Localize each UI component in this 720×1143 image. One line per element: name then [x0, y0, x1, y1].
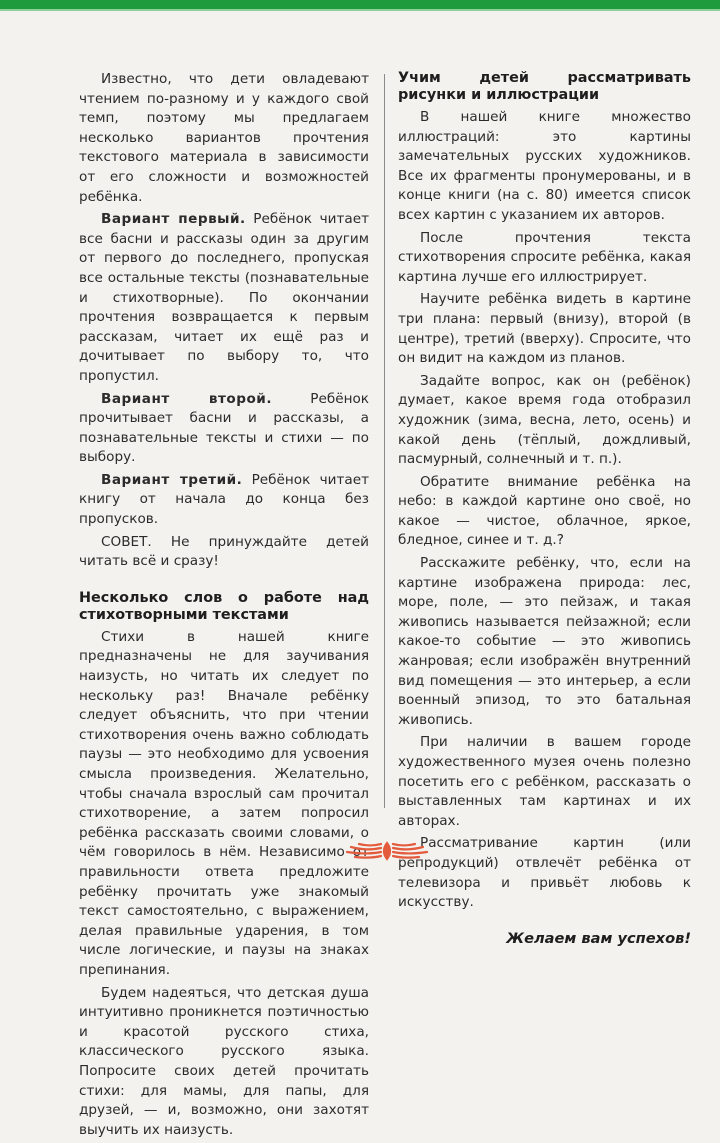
variant-three-label: Вариант третий.	[101, 471, 243, 488]
variant-one-text: Ребёнок читает все басни и рассказы один за другим от первого до последнего, пропуская все остальные тексты (познавательные и стихотворные). По окончании прочтения возвращается к первым рассказам, читает их ещё раз и дочитывает по выбору то, что пропустил.	[79, 211, 369, 384]
illustrations-section-title: Учим детей рассматривать рисунки и иллюстрации	[398, 70, 691, 103]
variant-one-label: Вариант первый.	[101, 211, 246, 228]
variant-three-text: Ребёнок читает книгу от начала до конца без пропусков.	[79, 471, 370, 528]
closing-wish: Желаем вам успехов!	[506, 929, 691, 947]
illustrations-paragraph-3: Научите ребёнка видеть в картине три плана: первый (внизу), второй (в центре), третий (вверху). Спросите, что он видит на каждом из планов.	[398, 291, 691, 367]
illustrations-paragraph-6: Расскажите ребёнку, что, если на картине изображена природа: лес, море, поле, — это пейзаж, и такая живопись называется пейзажной; если какое-то событие — это живопись жанровая; если изображён внутренний вид помещения — это интерьер, а если военный эпизод, то это батальная живопись.	[398, 555, 691, 728]
variant-two-text: Ребёнок прочитывает басни и рассказы, а познавательные тексты и стихи — по выбору.	[79, 390, 369, 466]
left-column	[79, 70, 369, 1143]
advice-paragraph: СОВЕТ. Не принуждайте детей читать всё и сразу!	[79, 533, 369, 570]
illustrations-paragraph-5: Обратите внимание ребёнка на небо: в каждой картине оно своё, но какое — чистое, облачное, яркое, бледное, синее и т. д.?	[398, 473, 691, 549]
illustrations-paragraph-7: При наличии в вашем городе художественного музея очень полезно посетить его с ребёнком, рассказать о выставленных там картинах и их авторах.	[398, 734, 691, 829]
variant-three-paragraph	[79, 471, 369, 530]
illustrations-paragraph-8: Рассматривание картин (или репродукций) отвлечёт ребёнка от телевизора и привьёт любовь к искусству.	[398, 835, 691, 911]
poems-paragraph-2: Будем надеяться, что детская душа интуитивно проникнется поэтичностью и красотой русского стиха, классического русского языка. Попросите своих детей прочитать стихи: для мамы, для папы, для друзей, — и, возможно, они захотят выучить их наизусть.	[79, 984, 369, 1138]
illustrations-paragraph-4: Задайте вопрос, как он (ребёнок) думает, какое время года отобразил художник (зима, весна, лето, осень) и какой день (тёплый, дождливый, пасмурный, солнечный и т. п.).	[398, 372, 691, 468]
poems-paragraph-1: Стихи в нашей книге предназначены не для заучивания наизусть, но читать их следует по нескольку раз! Вначале ребёнку следует объяснить, что при чтении стихотворения очень важно соблюдать паузы — это необходимо для усвоения смысла произведения. Желательно, чтобы сначала взрослый сам прочитал стихотворение, а затем попросил ребёнка рассказать своими словами, о чём говорилось в нём. Независимо от правильности ответа предложите ребёнку прочитать уже знакомый текст самостоятельно, с выражением, делая правильные ударения, в том числе логические, и паузы на знаках препинания.	[79, 628, 369, 978]
variant-one-paragraph	[79, 210, 369, 386]
top-color-band	[0, 0, 720, 9]
decorative-fleuron-icon	[343, 840, 431, 862]
right-column	[398, 70, 691, 951]
variant-two-label: Вариант второй.	[101, 390, 272, 407]
illustrations-paragraph-1: В нашей книге множество иллюстраций: это картины замечательных русских художников. Все их фрагменты пронумерованы, и в конце книги (на с. 80) имеется список всех картин с указанием их авторов.	[398, 109, 691, 223]
variant-two-paragraph	[79, 390, 369, 468]
poems-section-title: Несколько слов о работе над стихотворными текстами	[79, 589, 369, 623]
intro-paragraph: Известно, что дети овладевают чтением по-разному и у каждого свой темп, поэтому мы предлагаем несколько вариантов прочтения текстового материала в зависимости от его сложности и возможностей ребёнка.	[79, 71, 369, 205]
illustrations-paragraph-2: После прочтения текста стихотворения спросите ребёнка, какая картина лучше его иллюстрирует.	[398, 229, 691, 285]
column-divider	[384, 74, 385, 808]
